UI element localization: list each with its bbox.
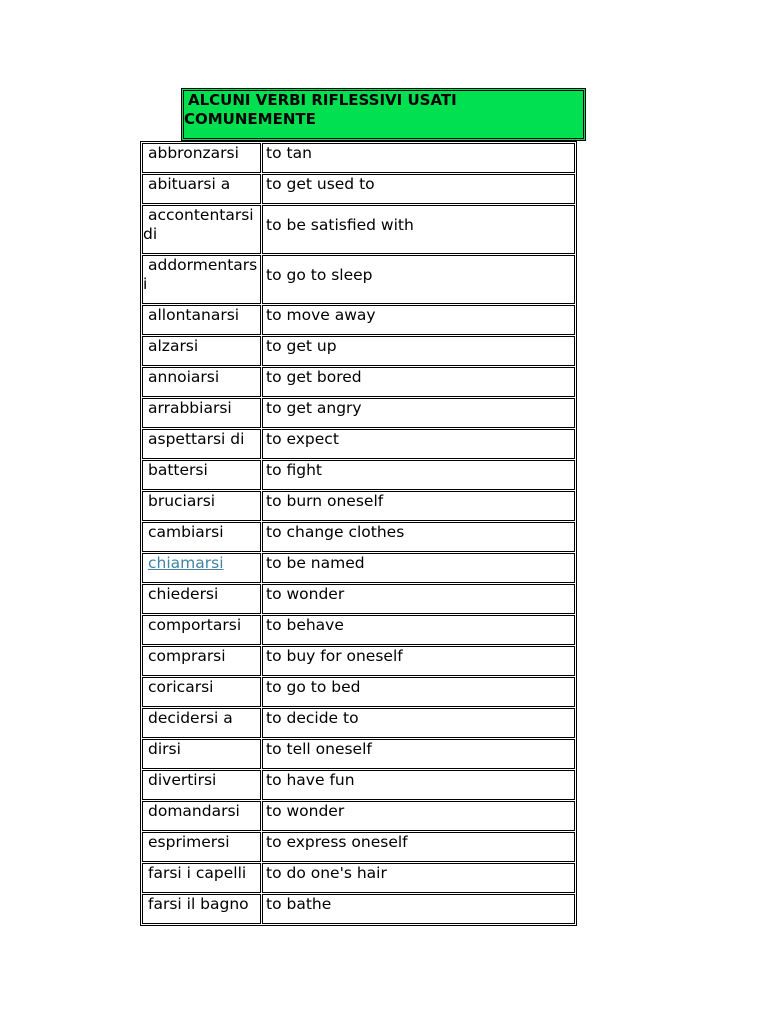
english-translation-cell: to expect: [262, 429, 575, 459]
table-row: [142, 739, 575, 769]
italian-verb-cell: addormentarsi: [142, 255, 261, 304]
table-row: [142, 143, 575, 173]
italian-verb-cell: divertirsi: [142, 770, 261, 800]
english-translation-cell: to do one's hair: [262, 863, 575, 893]
italian-verb-cell: dirsi: [142, 739, 261, 769]
english-translation-cell: to be named: [262, 553, 575, 583]
table-row: [142, 367, 575, 397]
table-row: [142, 770, 575, 800]
table-row: [142, 174, 575, 204]
italian-verb-cell: domandarsi: [142, 801, 261, 831]
english-translation-cell: to fight: [262, 460, 575, 490]
table-title: ALCUNI VERBI RIFLESSIVI USATI COMUNEMENTE: [181, 88, 586, 141]
table-row: [142, 491, 575, 521]
english-translation-cell: to wonder: [262, 801, 575, 831]
english-translation-cell: to get used to: [262, 174, 575, 204]
english-translation-cell: to burn oneself: [262, 491, 575, 521]
italian-verb-cell: cambiarsi: [142, 522, 261, 552]
table-row: [142, 522, 575, 552]
table-row: [142, 255, 575, 304]
italian-verb-cell: comportarsi: [142, 615, 261, 645]
italian-verb-cell: comprarsi: [142, 646, 261, 676]
table-row: [142, 708, 575, 738]
italian-verb-cell: abituarsi a: [142, 174, 261, 204]
table-row: [142, 863, 575, 893]
english-translation-cell: to tan: [262, 143, 575, 173]
english-translation-cell: to decide to: [262, 708, 575, 738]
english-translation-cell: to behave: [262, 615, 575, 645]
english-translation-cell: to change clothes: [262, 522, 575, 552]
english-translation-cell: to buy for oneself: [262, 646, 575, 676]
english-translation-cell: to wonder: [262, 584, 575, 614]
chiamarsi-link[interactable]: chiamarsi: [148, 554, 224, 572]
table-row: [142, 584, 575, 614]
italian-verb-cell: coricarsi: [142, 677, 261, 707]
english-translation-cell: to move away: [262, 305, 575, 335]
italian-verb-cell: annoiarsi: [142, 367, 261, 397]
table-row: [142, 832, 575, 862]
table-row: [142, 205, 575, 254]
english-translation-cell: to get up: [262, 336, 575, 366]
english-translation-cell: to bathe: [262, 894, 575, 924]
table-row: [142, 615, 575, 645]
table-row: [142, 429, 575, 459]
english-translation-cell: to express oneself: [262, 832, 575, 862]
english-translation-cell: to go to bed: [262, 677, 575, 707]
italian-verb-cell: battersi: [142, 460, 261, 490]
table-row: [142, 553, 575, 583]
table-row: [142, 305, 575, 335]
italian-verb-cell: alzarsi: [142, 336, 261, 366]
english-translation-cell: to have fun: [262, 770, 575, 800]
english-translation-cell: to get angry: [262, 398, 575, 428]
table-row: [142, 894, 575, 924]
italian-verb-cell: aspettarsi di: [142, 429, 261, 459]
italian-verb-cell: arrabbiarsi: [142, 398, 261, 428]
italian-verb-cell: abbronzarsi: [142, 143, 261, 173]
table-row: [142, 336, 575, 366]
italian-verb-cell: farsi i capelli: [142, 863, 261, 893]
italian-verb-cell: allontanarsi: [142, 305, 261, 335]
italian-verb-cell: [142, 553, 261, 583]
table-row: [142, 677, 575, 707]
italian-verb-cell: esprimersi: [142, 832, 261, 862]
italian-verb-cell: bruciarsi: [142, 491, 261, 521]
table-row: [142, 801, 575, 831]
english-translation-cell: to go to sleep: [262, 255, 575, 304]
english-translation-cell: to be satisfied with: [262, 205, 575, 254]
english-translation-cell: to tell oneself: [262, 739, 575, 769]
reflexive-verbs-table: [140, 141, 577, 926]
italian-verb-cell: accontentarsi di: [142, 205, 261, 254]
table-row: [142, 398, 575, 428]
table-row: [142, 460, 575, 490]
table-row: [142, 646, 575, 676]
italian-verb-cell: chiedersi: [142, 584, 261, 614]
italian-verb-cell: farsi il bagno: [142, 894, 261, 924]
italian-verb-cell: decidersi a: [142, 708, 261, 738]
english-translation-cell: to get bored: [262, 367, 575, 397]
